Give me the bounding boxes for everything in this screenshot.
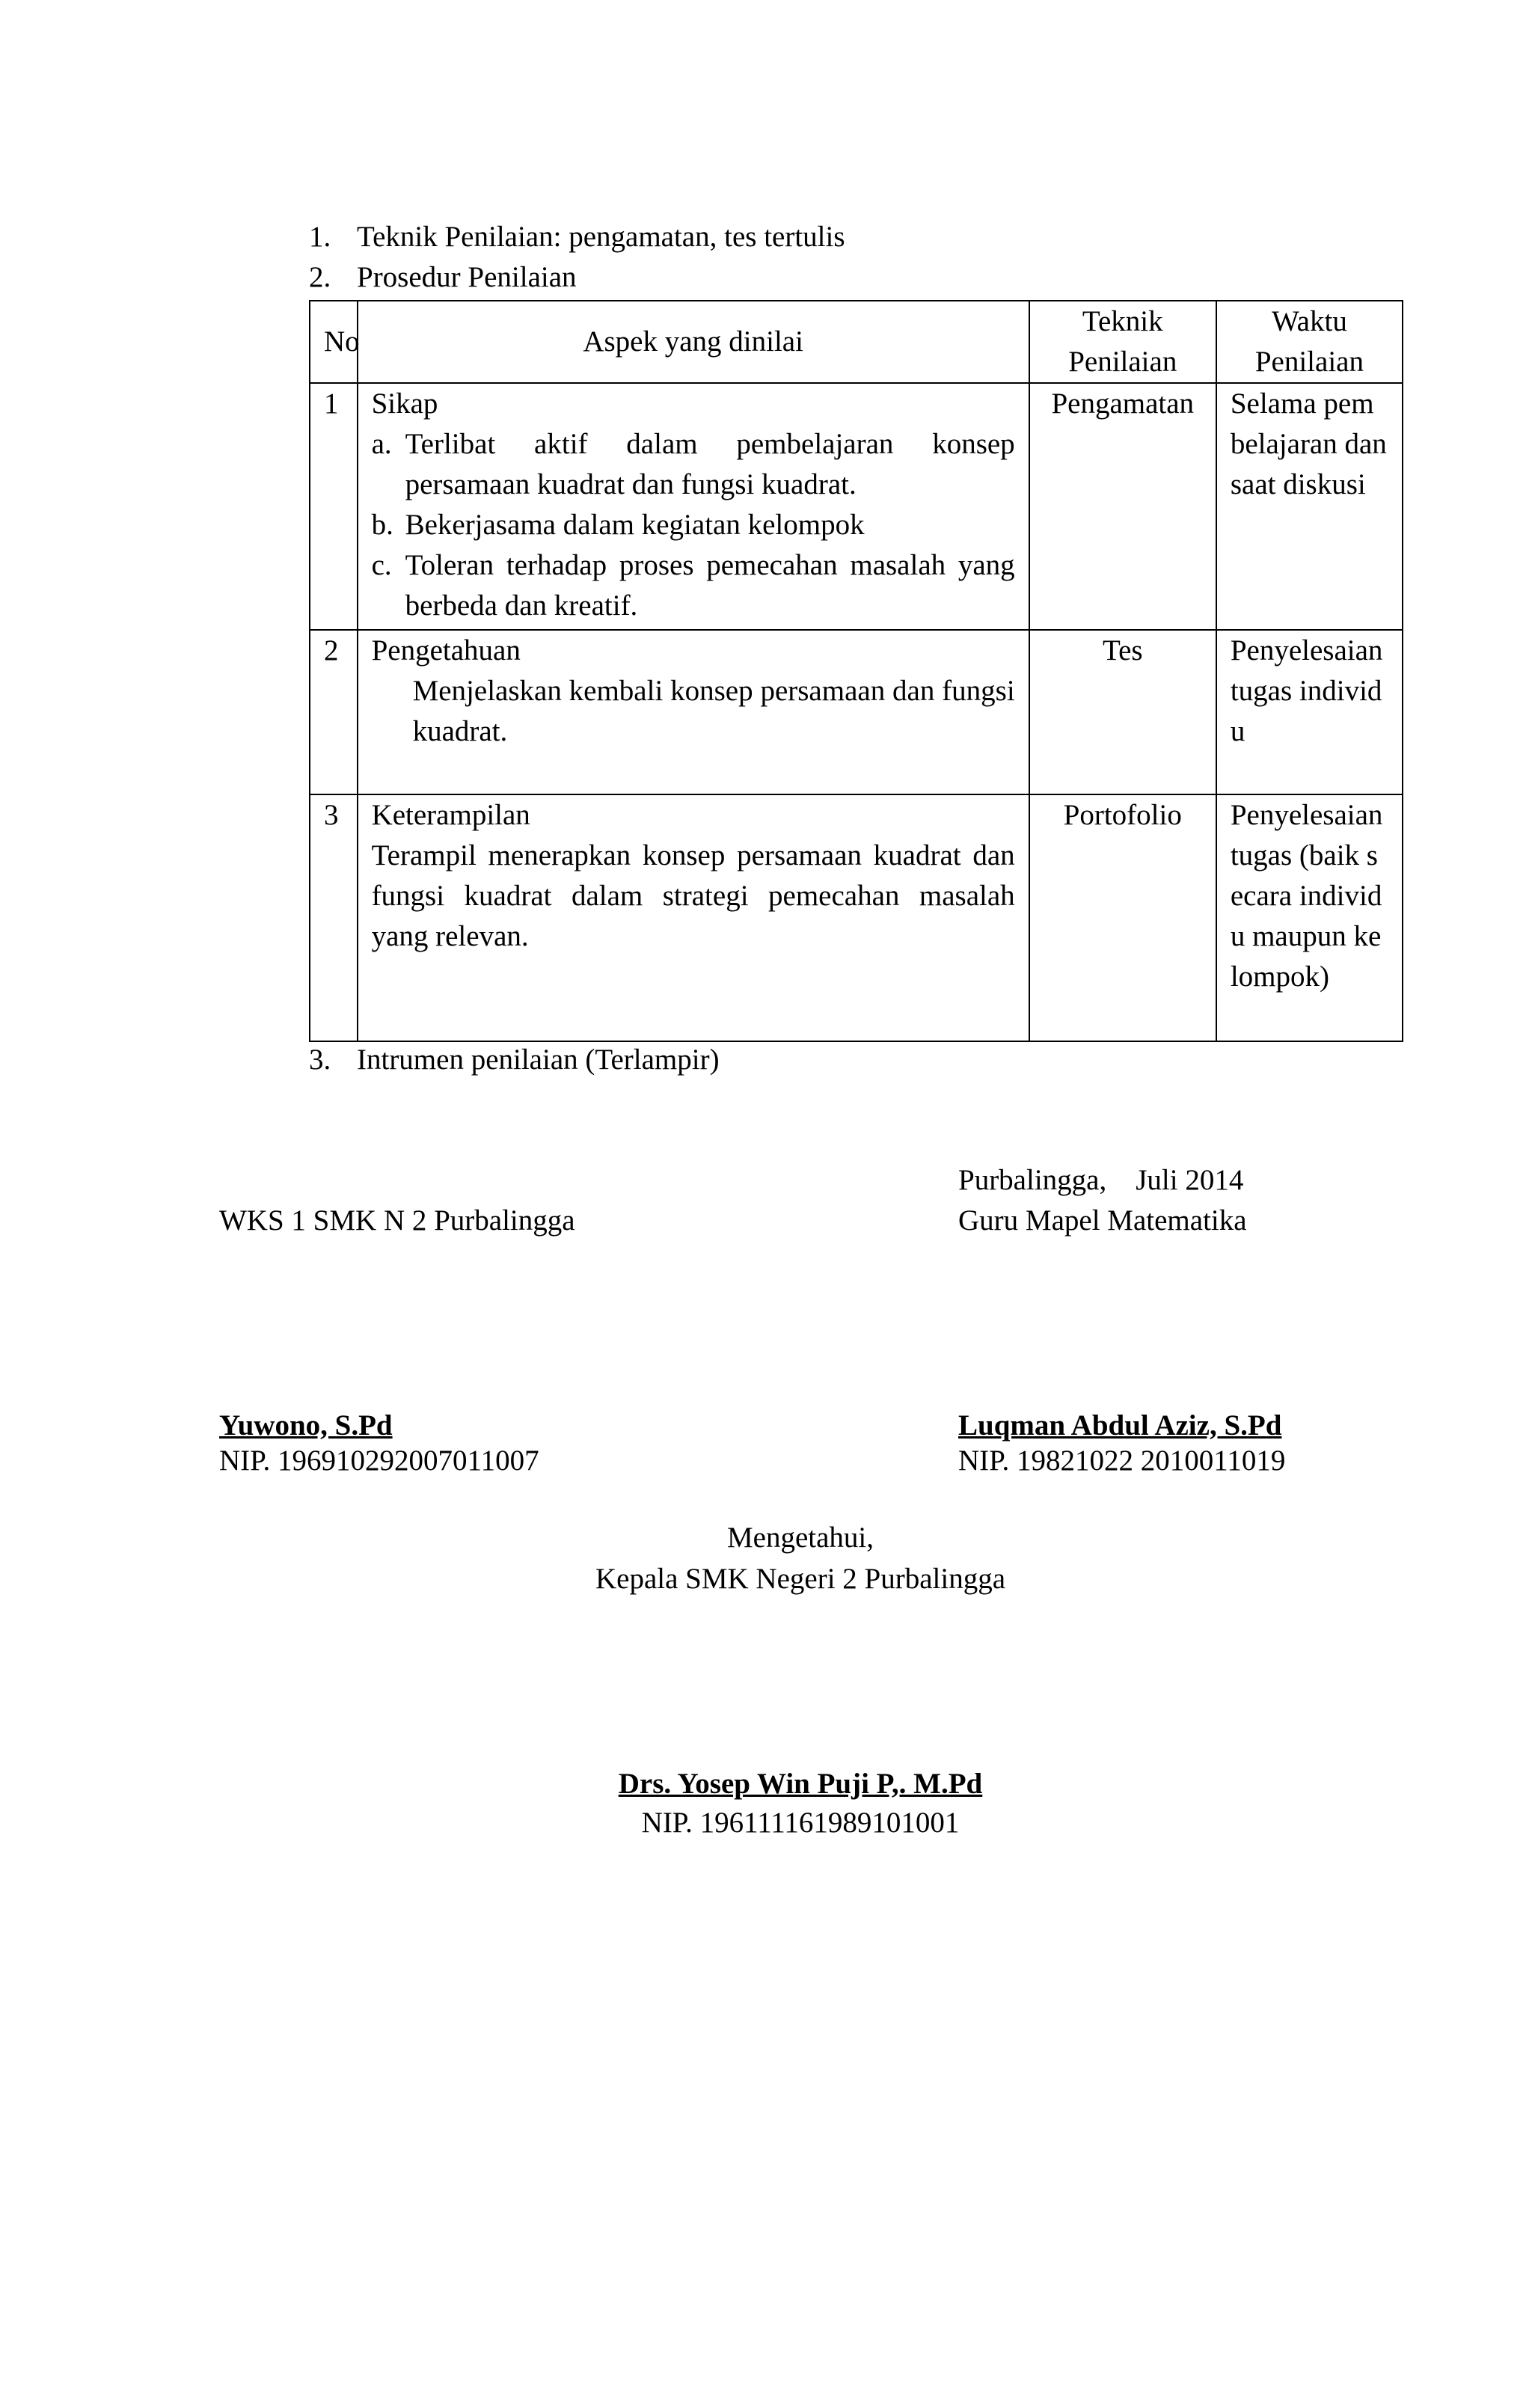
- header-aspek: Aspek yang dinilai: [358, 301, 1029, 383]
- row-title: Keterampilan: [371, 799, 530, 831]
- row-aspek: [358, 383, 1029, 630]
- row-waktu: Penyelesaian tugas individu: [1216, 630, 1403, 794]
- aspek-item: [372, 424, 1015, 505]
- list-text: Intrumen penilaian (Terlampir): [357, 1044, 720, 1076]
- list-item-teknik: [309, 217, 845, 257]
- row-no: 2: [310, 630, 358, 794]
- row-waktu: Penyelesaian tugas (baik secara individu maupun kelompok): [1216, 794, 1403, 1041]
- header-teknik-line1: Teknik: [1082, 305, 1163, 337]
- right-nip: NIP. 19821022 2010011019: [958, 1445, 1286, 1477]
- header-waktu: [1216, 301, 1403, 383]
- left-nip: NIP. 196910292007011007: [219, 1445, 539, 1477]
- head-role: Kepala SMK Negeri 2 Purbalingga: [595, 1563, 1006, 1595]
- list-text: Prosedur Penilaian: [357, 261, 577, 293]
- item-text: Terlibat aktif dalam pembelajaran konsep persamaan kuadrat dan fungsi kuadrat.: [405, 428, 1015, 500]
- row-no: 3: [310, 794, 358, 1041]
- list-number: 1.: [309, 221, 331, 253]
- aspek-item: [372, 505, 1015, 545]
- aspek-item: [372, 545, 1015, 626]
- head-nip: NIP. 196111161989101001: [641, 1807, 960, 1839]
- table-header-row: [310, 301, 1403, 383]
- header-teknik: [1029, 301, 1216, 383]
- item-text: Toleran terhadap proses pemecahan masalah yang berbeda dan kreatif.: [405, 549, 1015, 622]
- row-waktu: Selama pembelajaran dan saat diskusi: [1216, 383, 1403, 630]
- head-name-wrap: [0, 1764, 1532, 1804]
- place-date: Purbalingga, Juli 2014: [958, 1164, 1244, 1196]
- row-no: 1: [310, 383, 358, 630]
- header-no: No: [310, 301, 358, 383]
- row-aspek: [358, 630, 1029, 794]
- row-desc: Menjelaskan kembali konsep persamaan dan fungsi kuadrat.: [412, 675, 1015, 747]
- list-item-instrumen: [309, 1040, 720, 1080]
- row-title: Sikap: [371, 387, 438, 420]
- row-aspek: [358, 794, 1029, 1041]
- list-text: Teknik Penilaian: pengamatan, tes tertulis: [357, 221, 845, 253]
- row-title: Pengetahuan: [371, 634, 521, 667]
- right-name: Luqman Abdul Aziz, S.Pd: [958, 1409, 1282, 1442]
- list-number: 3.: [309, 1044, 331, 1076]
- right-role: Guru Mapel Matematika: [958, 1204, 1247, 1237]
- table-row: [310, 630, 1403, 794]
- header-teknik-line2: Penilaian: [1068, 346, 1177, 378]
- list-number: 2.: [309, 261, 331, 293]
- assessment-table: [309, 300, 1403, 1042]
- table-row: [310, 383, 1403, 630]
- row-teknik: Pengamatan: [1029, 383, 1216, 630]
- table-row: [310, 794, 1403, 1041]
- list-item-prosedur: [309, 257, 577, 298]
- header-waktu-line1: Waktu: [1272, 305, 1347, 337]
- row-teknik: Portofolio: [1029, 794, 1216, 1041]
- item-label: c.: [371, 549, 392, 581]
- mengetahui: Mengetahui,: [726, 1522, 874, 1554]
- left-name: Yuwono, S.Pd: [219, 1409, 393, 1442]
- item-text: Bekerjasama dalam kegiatan kelompok: [405, 509, 865, 541]
- item-label: a.: [371, 428, 392, 460]
- header-waktu-line2: Penilaian: [1254, 346, 1364, 378]
- left-role: WKS 1 SMK N 2 Purbalingga: [219, 1204, 575, 1237]
- item-label: b.: [371, 509, 393, 541]
- row-teknik: Tes: [1029, 630, 1216, 794]
- head-name: Drs. Yosep Win Puji P,. M.Pd: [618, 1768, 983, 1800]
- row-desc: Terampil menerapkan konsep persamaan kuadrat dan fungsi kuadrat dalam strategi pemecahan masalah yang relevan.: [371, 839, 1015, 952]
